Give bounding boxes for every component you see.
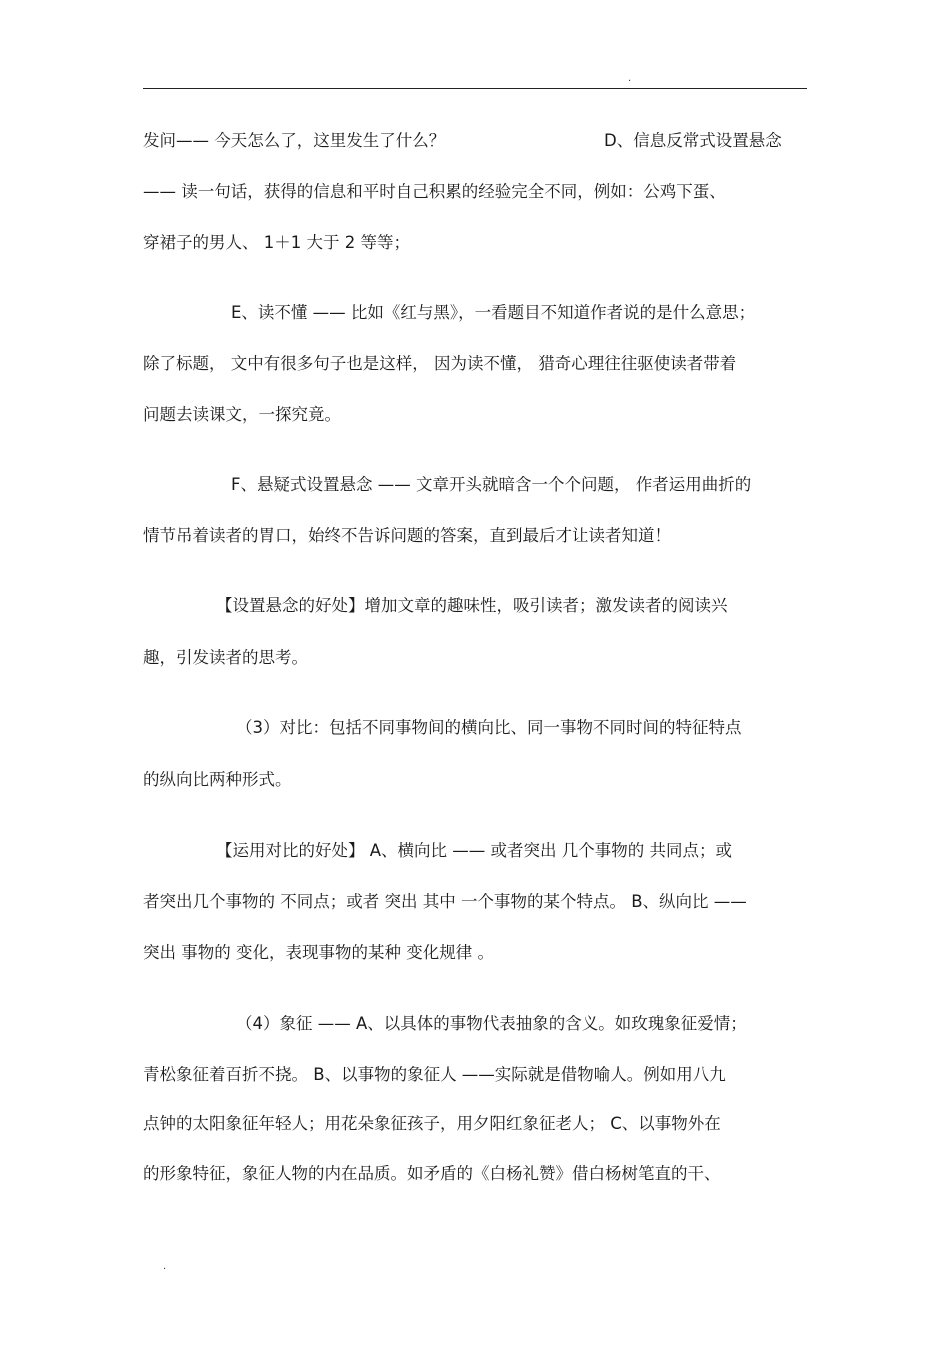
text-line: 情节吊着读者的胃口，始终不告诉问题的答案，直到最后才让读者知道！ [143, 526, 671, 545]
text-line: 的纵向比两种形式。 [143, 770, 292, 789]
text-line: 穿裙子的男人、 1＋1 大于 2 等等； [143, 233, 410, 252]
footer-mark: . [163, 1261, 167, 1272]
text-line: —— 读一句话，获得的信息和平时自己积累的经验完全不同，例如：公鸡下蛋、 [143, 182, 726, 201]
text-line: 除了标题， 文中有很多句子也是这样， 因为读不懂， 猎奇心理往往驱使读者带着 [143, 354, 737, 373]
text-line: 发问—— 今天怎么了，这里发生了什么？ [143, 131, 446, 150]
text-line: （4）象征 —— A、以具体的事物代表抽象的含义。如玫瑰象征爱情； [236, 1014, 747, 1033]
text-line: E、读不懂 —— 比如《红与黑》，一看题目不知道作者说的是什么意思； [231, 303, 756, 322]
text-line: 【运用对比的好处】 A、横向比 —— 或者突出 几个事物的 共同点；或 [216, 841, 733, 860]
header-rule [143, 88, 807, 89]
text-line: 【设置悬念的好处】增加文章的趣味性，吸引读者；激发读者的阅读兴 [216, 596, 728, 615]
header-mark: . [628, 73, 632, 84]
text-line: 点钟的太阳象征年轻人；用花朵象征孩子，用夕阳红象征老人； C、以事物外在 [143, 1114, 721, 1133]
text-line: 青松象征着百折不挠。 B、以事物的象征人 ——实际就是借物喻人。例如用八九 [143, 1065, 726, 1084]
text-line: D、信息反常式设置悬念 [604, 131, 782, 150]
text-line: 趣，引发读者的思考。 [143, 648, 308, 667]
text-line: （3）对比：包括不同事物间的横向比、同一事物不同时间的特征特点 [236, 718, 742, 737]
text-line: F、悬疑式设置悬念 —— 文章开头就暗含一个个问题， 作者运用曲折的 [231, 475, 752, 494]
text-line: 问题去读课文，一探究竟。 [143, 405, 341, 424]
text-line: 者突出几个事物的 不同点；或者 突出 其中 一个事物的某个特点。 B、纵向比 —— [143, 892, 747, 911]
text-line: 突出 事物的 变化，表现事物的某种 变化规律 。 [143, 943, 494, 962]
text-line: 的形象特征，象征人物的内在品质。如矛盾的《白杨礼赞》借白杨树笔直的干、 [143, 1164, 721, 1183]
